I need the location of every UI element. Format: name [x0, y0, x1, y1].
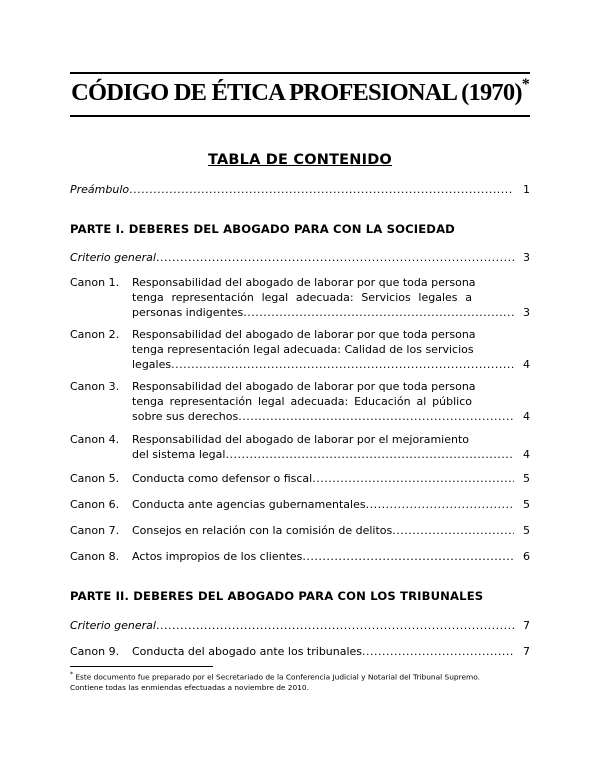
leader-dots — [243, 305, 514, 320]
canon-title-line: Consejos en relación con la comisión de delitos — [132, 524, 393, 537]
document-title — [70, 78, 530, 107]
canon-title-last-line — [132, 549, 530, 564]
canon-number: Canon 3. — [70, 380, 120, 393]
toc-entry-page: 4 — [523, 410, 530, 423]
canon-title-line: tenga representación legal adecuada: Calidad de los servicios — [132, 343, 474, 356]
canon-title-line: del sistema legal — [132, 448, 226, 461]
canon-number: Canon 8. — [70, 550, 120, 563]
footnote — [70, 669, 530, 693]
footnote-line-1 — [70, 669, 530, 682]
footnote-line-2: Contiene todas las enmiendas efectuadas a noviembre de 2010. — [70, 683, 309, 693]
toc-entry-label: Preámbulo — [70, 183, 130, 196]
toc-entry-label: Criterio general — [70, 251, 156, 264]
toc-entry-page: 3 — [523, 306, 530, 319]
leader-dots — [156, 618, 514, 633]
leader-dots — [392, 523, 514, 538]
leader-dots — [366, 497, 514, 512]
canon-number: Canon 6. — [70, 498, 120, 511]
canon-title-line: tenga representación legal adecuada: Servicios legales a — [132, 291, 472, 304]
leader-dots — [312, 471, 514, 486]
canon-number: Canon 1. — [70, 276, 120, 289]
footnote-mark: * — [70, 671, 73, 678]
toc-entry-criterio-1[interactable] — [70, 250, 530, 265]
canon-title-line: Conducta como defensor o fiscal — [132, 472, 313, 485]
canon-title-line: Conducta ante agencias gubernamentales — [132, 498, 366, 511]
toc-entry-page: 4 — [523, 358, 530, 371]
part-2-heading: PARTE II. DEBERES DEL ABOGADO PARA CON LOS TRIBUNALES — [70, 589, 484, 603]
part-1-heading: PARTE I. DEBERES DEL ABOGADO PARA CON LA SOCIEDAD — [70, 222, 455, 236]
canon-title-line: legales — [132, 358, 172, 371]
canon-title-line: Actos impropios de los clientes — [132, 550, 303, 563]
canon-title-last-line — [132, 409, 530, 424]
canon-title-line: Responsabilidad del abogado de laborar por que toda persona — [132, 276, 476, 289]
canon-title-line: personas indigentes — [132, 306, 244, 319]
canon-title-last-line — [132, 523, 530, 538]
canon-title-last-line — [132, 471, 530, 486]
canon-number: Canon 4. — [70, 433, 120, 446]
canon-number: Canon 9. — [70, 645, 120, 658]
footnote-text: Este documento fue preparado por el Secretariado de la Conferencia Judicial y Notarial del Tribunal Supremo. — [75, 672, 480, 682]
toc-entry-page: 7 — [523, 619, 530, 632]
toc-entry-criterio-2[interactable] — [70, 618, 530, 633]
toc-entry-preambulo[interactable] — [70, 182, 530, 197]
leader-dots — [171, 357, 514, 372]
canon-title-line: Conducta del abogado ante los tribunales — [132, 645, 363, 658]
canon-title-last-line — [132, 644, 530, 659]
toc-entry-page: 4 — [523, 448, 530, 461]
leader-dots — [129, 182, 514, 197]
canon-number: Canon 5. — [70, 472, 120, 485]
toc-entry-page: 7 — [523, 645, 530, 658]
title-top-rule — [70, 72, 530, 74]
leader-dots — [225, 447, 514, 462]
canon-title-last-line — [132, 497, 530, 512]
leader-dots — [238, 409, 514, 424]
toc-entry-label: Criterio general — [70, 619, 156, 632]
toc-entry-page: 3 — [523, 251, 530, 264]
toc-entry-page: 6 — [523, 550, 530, 563]
canon-title-last-line — [132, 305, 530, 320]
canon-title-line: tenga representación legal adecuada: Educación al público — [132, 395, 472, 408]
title-bottom-rule — [70, 115, 530, 117]
canon-title-line: Responsabilidad del abogado de laborar por que toda persona — [132, 328, 476, 341]
title-footnote-mark: * — [521, 76, 529, 93]
leader-dots — [362, 644, 514, 659]
canon-title-line: Responsabilidad del abogado de laborar por que toda persona — [132, 380, 476, 393]
toc-entry-page: 5 — [523, 472, 530, 485]
canon-number: Canon 7. — [70, 524, 120, 537]
toc-entry-page: 1 — [523, 183, 530, 196]
canon-title-last-line — [132, 357, 530, 372]
footnote-separator — [70, 666, 213, 667]
canon-title-last-line — [132, 447, 530, 462]
canon-title-line: Responsabilidad del abogado de laborar por el mejoramiento — [132, 433, 470, 446]
toc-heading: TABLA DE CONTENIDO — [208, 152, 392, 168]
toc-entry-page: 5 — [523, 498, 530, 511]
canon-number: Canon 2. — [70, 328, 120, 341]
toc-entry-page: 5 — [523, 524, 530, 537]
document-title-text: CÓDIGO DE ÉTICA PROFESIONAL (1970) — [71, 79, 522, 107]
leader-dots — [156, 250, 514, 265]
canon-title-line: sobre sus derechos — [132, 410, 239, 423]
leader-dots — [302, 549, 514, 564]
